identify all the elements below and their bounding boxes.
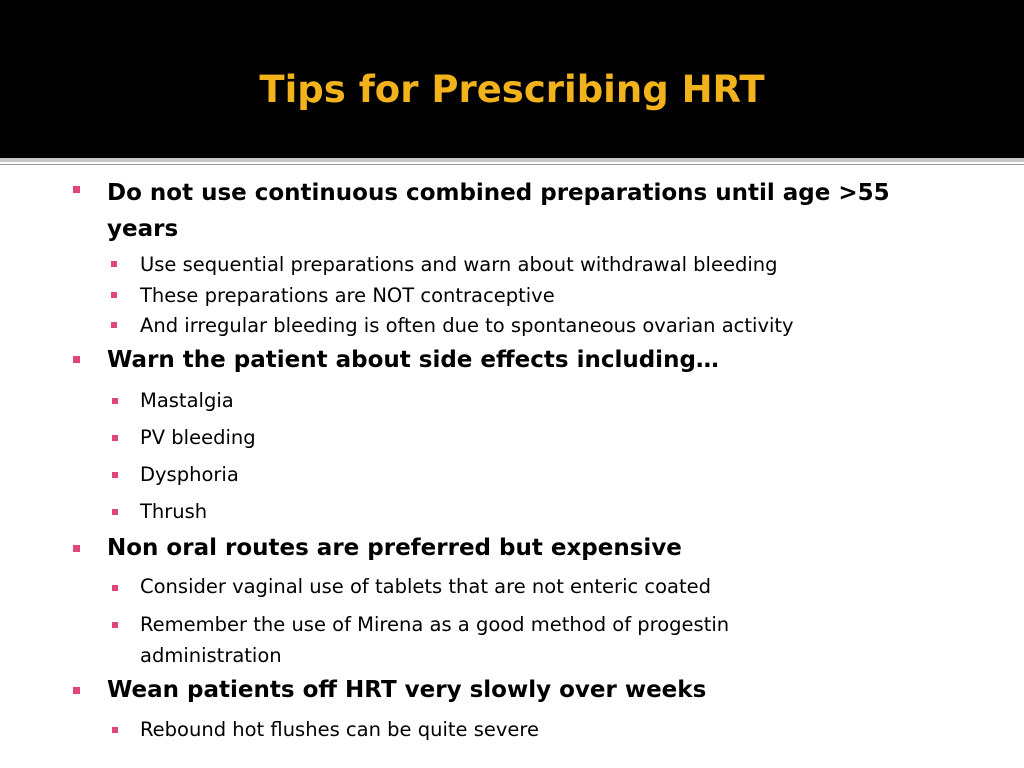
bullet-1-line-2: years bbox=[107, 216, 179, 242]
bullet-2-sub-4: Thrush bbox=[140, 500, 208, 523]
bullet-4-sub-1: Rebound hot flushes can be quite severe bbox=[140, 718, 539, 741]
sub-bullet-marker-icon bbox=[112, 622, 118, 628]
bullet-1-sub-2: These preparations are NOT contraceptive bbox=[140, 284, 555, 307]
sub-bullet-marker-icon bbox=[112, 398, 118, 404]
bullet-4-line-1: Wean patients off HRT very slowly over weeks bbox=[107, 677, 707, 703]
bullet-marker-icon bbox=[73, 356, 80, 363]
bullet-1-sub-3: And irregular bleeding is often due to spontaneous ovarian activity bbox=[140, 314, 794, 337]
bullet-2-sub-3: Dysphoria bbox=[140, 463, 239, 486]
bullet-2-line-1: Warn the patient about side effects including… bbox=[107, 347, 719, 373]
bullet-3-line-1: Non oral routes are preferred but expensive bbox=[107, 535, 682, 561]
bullet-marker-icon bbox=[73, 545, 80, 552]
bullet-3-sub-2-cont: administration bbox=[140, 644, 282, 667]
bullet-3-sub-1: Consider vaginal use of tablets that are not enteric coated bbox=[140, 575, 712, 598]
bullet-marker-icon bbox=[73, 687, 80, 694]
sub-bullet-marker-icon bbox=[112, 727, 118, 733]
sub-bullet-marker-icon bbox=[112, 585, 118, 591]
sub-bullet-marker-icon bbox=[112, 435, 118, 441]
sub-bullet-marker-icon bbox=[111, 261, 117, 267]
bullet-2-sub-2: PV bleeding bbox=[140, 426, 256, 449]
sub-bullet-marker-icon bbox=[112, 509, 118, 515]
bullet-1-line-1: Do not use continuous combined preparations until age >55 bbox=[107, 180, 890, 206]
bullet-1-sub-1: Use sequential preparations and warn about withdrawal bleeding bbox=[140, 253, 778, 276]
bullet-2-sub-1: Mastalgia bbox=[140, 389, 234, 412]
slide-title: Tips for Prescribing HRT bbox=[259, 67, 765, 111]
sub-bullet-marker-icon bbox=[111, 322, 117, 328]
sub-bullet-marker-icon bbox=[111, 292, 117, 298]
bullet-marker-icon bbox=[73, 186, 80, 193]
sub-bullet-marker-icon bbox=[112, 472, 118, 478]
bullet-3-sub-2: Remember the use of Mirena as a good method of progestin bbox=[140, 613, 730, 636]
